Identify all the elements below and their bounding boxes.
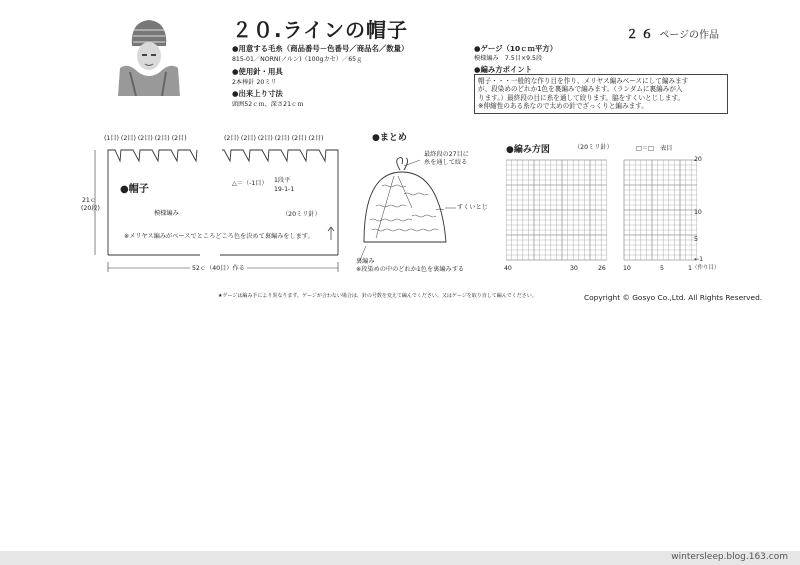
tools-header: ●使用針・用具 bbox=[232, 67, 283, 76]
chart-row-label: 5 bbox=[694, 236, 698, 243]
footnote: ★ゲージは編み手により異なります。ゲージが合わない場合は、針の号数を変えて編んでください。又はゲージを取り直して編んでください。 bbox=[218, 293, 537, 299]
gauge-header: ●ゲージ（10ｃｍ平方） bbox=[474, 44, 558, 53]
chart-col-label: 26 bbox=[598, 265, 606, 272]
copyright: Copyright © Gosyo Co.,Ltd. All Rights Reserved. bbox=[584, 293, 763, 302]
decrease-row2: 19-1-1 bbox=[274, 186, 295, 193]
point-line: が、段染めのどれか1色を裏編みで編みます。（ランダムに裏編みが入 bbox=[478, 85, 683, 94]
point-line: ります。）最終段の目に糸を通して絞ります。脇をすくいとじします。 bbox=[478, 93, 685, 102]
chart-col-label: 40 bbox=[504, 265, 512, 272]
hat-top-labels-right: (2目) (2目) (2目) (2目) (2目) (2目) bbox=[224, 135, 324, 142]
summary-top-note1: 最終段の27目に bbox=[424, 151, 469, 158]
summary-bottom-note2: ※段染めの中のどれか1色を裏編みする bbox=[356, 266, 465, 273]
point-line: ※伸縮性のある糸なので太めの針でざっくりと編みます。 bbox=[478, 102, 648, 111]
chart-row-start: （作り目） bbox=[692, 265, 720, 271]
chart-row-label: 20 bbox=[694, 156, 702, 163]
width-label: 52ｃ（40目）作る bbox=[192, 265, 245, 272]
tools-line: 2本棒針 20ミリ bbox=[232, 79, 277, 86]
needle-label: （20ミリ針） bbox=[282, 211, 321, 218]
chart-legend: □＝□ 表目 bbox=[636, 145, 673, 152]
page-title: ２０.ラインの帽子 bbox=[232, 18, 408, 42]
page-reference: ２６ ページの作品 bbox=[626, 27, 719, 41]
hat-note: ※メリヤス編みがベースでところどころ色を決めて裏編みをします。 bbox=[124, 233, 314, 240]
decrease-formula: △＝（-1目） bbox=[232, 180, 268, 187]
hat-part-label: ●帽子 bbox=[120, 184, 149, 195]
chart-col-label: 30 bbox=[570, 265, 578, 272]
chart-col-label: 1 bbox=[688, 265, 692, 272]
chart-header: ●編み方図 bbox=[506, 145, 550, 155]
chart-col-label: 10 bbox=[623, 265, 631, 272]
materials-line: 815-01／NORN(ノルン)（100gカセ）／65ｇ bbox=[232, 56, 363, 63]
summary-bottom-note1: 裏編み bbox=[356, 258, 375, 265]
decrease-row1: 1段平 bbox=[274, 177, 291, 184]
height-rows: (20段) bbox=[81, 205, 100, 212]
pattern-label: 模様編み bbox=[154, 210, 179, 217]
summary-side-note: すくいとじ bbox=[457, 204, 488, 211]
summary-header: ●まとめ bbox=[372, 133, 407, 143]
chart-row-arrow: ←1 bbox=[694, 256, 704, 263]
chart-needle: （20ミリ針） bbox=[574, 144, 613, 151]
summary-top-note2: 糸を通して絞る bbox=[424, 159, 468, 166]
point-header: ●編み方ポイント bbox=[474, 65, 533, 74]
chart-col-label: 5 bbox=[660, 265, 664, 272]
materials-header: ●用意する毛糸（商品番号－色番号／商品名／数量） bbox=[232, 44, 409, 53]
knitting-chart-grid bbox=[506, 155, 716, 267]
watermark: wintersleep.blog.163.com bbox=[671, 552, 788, 562]
chart-row-label: 10 bbox=[694, 209, 702, 216]
size-line: 頭囲52ｃｍ、深さ21ｃｍ bbox=[232, 101, 304, 108]
gauge-line: 模様編み 7.5目×9.5段 bbox=[474, 55, 543, 62]
point-line: 帽子・・・一般的な作り目を作り、メリヤス編みベースにして編みます bbox=[478, 77, 689, 85]
size-header: ●出来上り寸法 bbox=[232, 89, 283, 98]
height-cm: 21ｃ bbox=[82, 197, 97, 204]
hat-top-labels-left: (1目) (2目) (2目) (2目) (2目) bbox=[104, 135, 187, 142]
